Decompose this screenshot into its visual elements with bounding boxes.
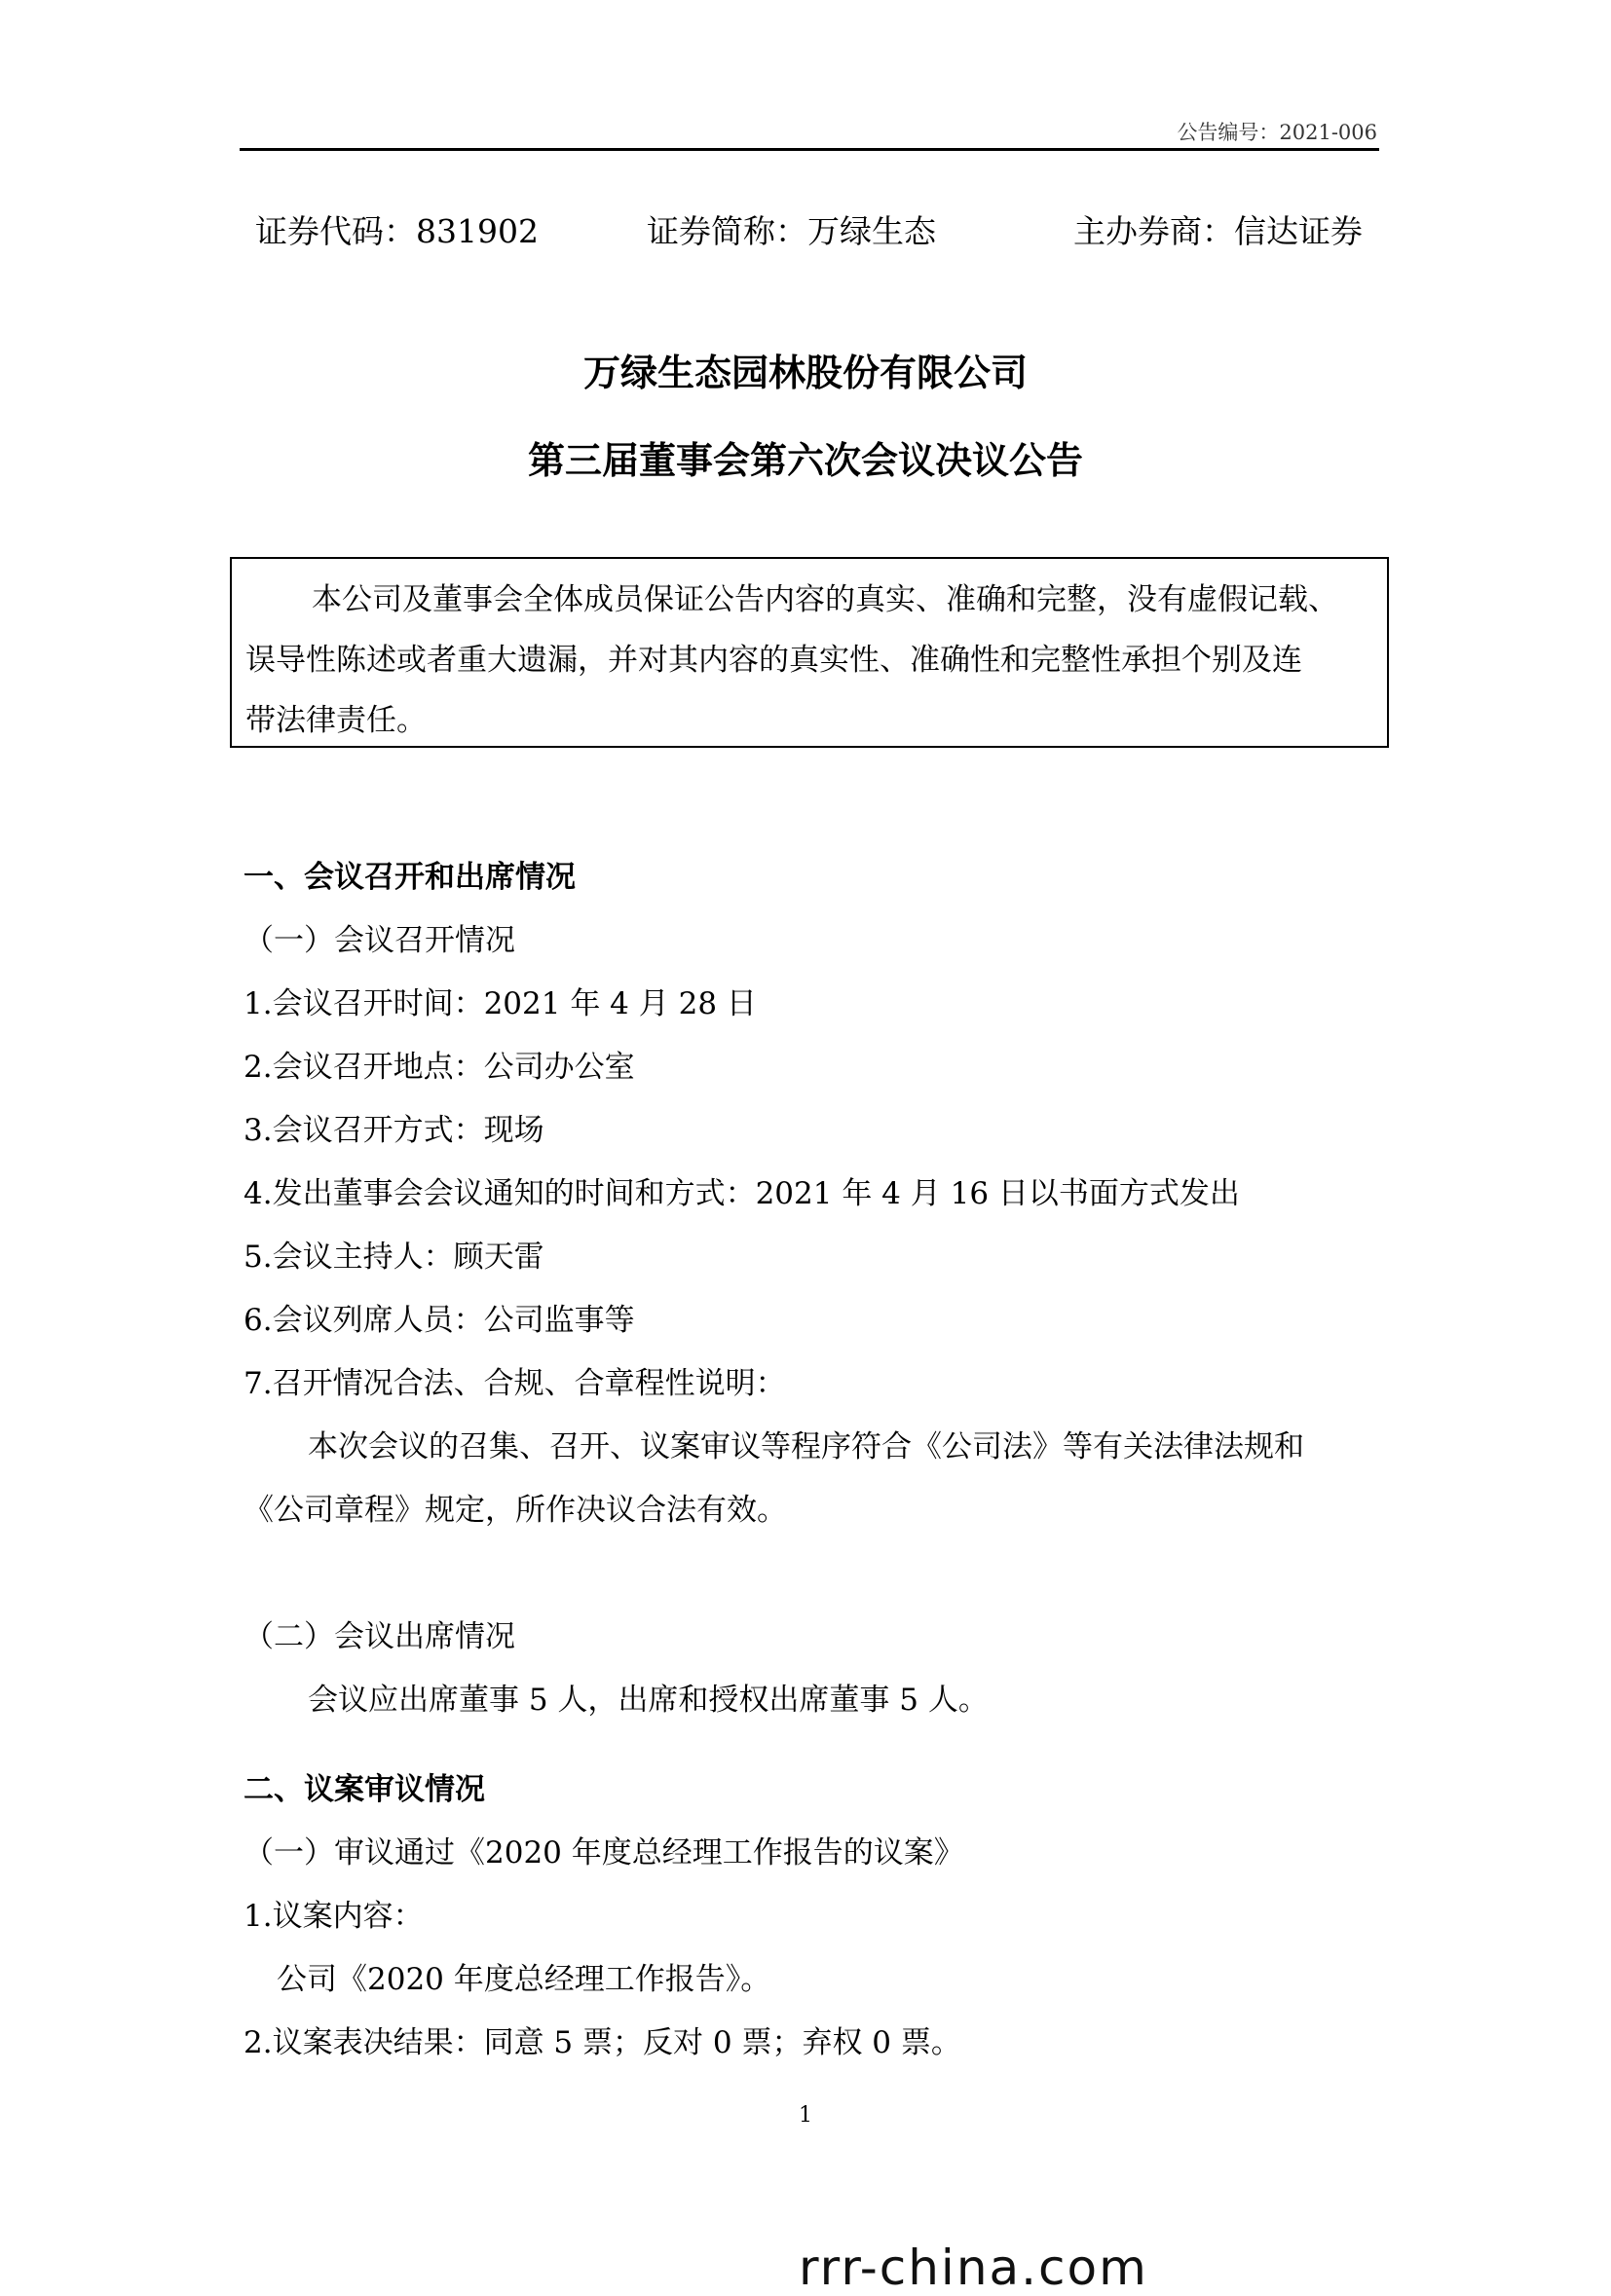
vote-result: 2.议案表决结果：同意 5 票；反对 0 票；弃权 0 票。 — [244, 2025, 961, 2060]
header-divider — [240, 148, 1379, 151]
security-code: 证券代码：831902 — [255, 212, 539, 250]
meeting-method: 3.会议召开方式：现场 — [244, 1113, 544, 1148]
security-short-name: 证券简称：万绿生态 — [647, 212, 936, 250]
meeting-place: 2.会议召开地点：公司办公室 — [244, 1050, 635, 1085]
meeting-attendees: 6.会议列席人员：公司监事等 — [244, 1303, 635, 1338]
page-number: 1 — [799, 2103, 812, 2128]
legality-heading: 7.召开情况合法、合规、合章程性说明： — [244, 1366, 786, 1401]
disclaimer-box — [230, 557, 1389, 748]
disclaimer-line-1: 本公司及董事会全体成员保证公告内容的真实、准确和完整，没有虚假记载、 — [312, 582, 1338, 617]
meeting-time: 1.会议召开时间：2021 年 4 月 28 日 — [244, 986, 757, 1021]
announcement-title: 第三届董事会第六次会议决议公告 — [527, 439, 1083, 482]
company-name-title: 万绿生态园林股份有限公司 — [582, 352, 1028, 394]
watermark: rrr-china.com — [799, 2240, 1148, 2296]
sponsor-broker: 主办券商：信达证券 — [1073, 212, 1363, 250]
disclaimer-line-2: 误导性陈述或者重大遗漏，并对其内容的真实性、准确性和完整性承担个别及连 — [245, 643, 1302, 678]
proposal-content-heading: 1.议案内容： — [244, 1899, 424, 1934]
section-1-heading: 一、会议召开和出席情况 — [244, 860, 576, 895]
notice-time-method: 4.发出董事会会议通知的时间和方式：2021 年 4 月 16 日以书面方式发出 — [244, 1176, 1240, 1211]
legality-text-line-1: 本次会议的召集、召开、议案审议等程序符合《公司法》等有关法律法规和 — [308, 1429, 1304, 1464]
section-1-sub-1: （一）会议召开情况 — [244, 923, 515, 958]
legality-text-line-2: 《公司章程》规定，所作决议合法有效。 — [244, 1493, 787, 1528]
meeting-host: 5.会议主持人：顾天雷 — [244, 1240, 544, 1275]
attendance-text: 会议应出席董事 5 人，出席和授权出席董事 5 人。 — [308, 1683, 989, 1718]
proposal-content: 公司《2020 年度总经理工作报告》。 — [277, 1962, 771, 1997]
section-2-sub-1: （一）审议通过《2020 年度总经理工作报告的议案》 — [244, 1835, 964, 1870]
disclaimer-line-3: 带法律责任。 — [245, 703, 427, 738]
section-2-heading: 二、议案审议情况 — [244, 1772, 485, 1807]
section-1-sub-2: （二）会议出席情况 — [244, 1619, 515, 1654]
notice-number: 公告编号：2021-006 — [1177, 121, 1377, 144]
